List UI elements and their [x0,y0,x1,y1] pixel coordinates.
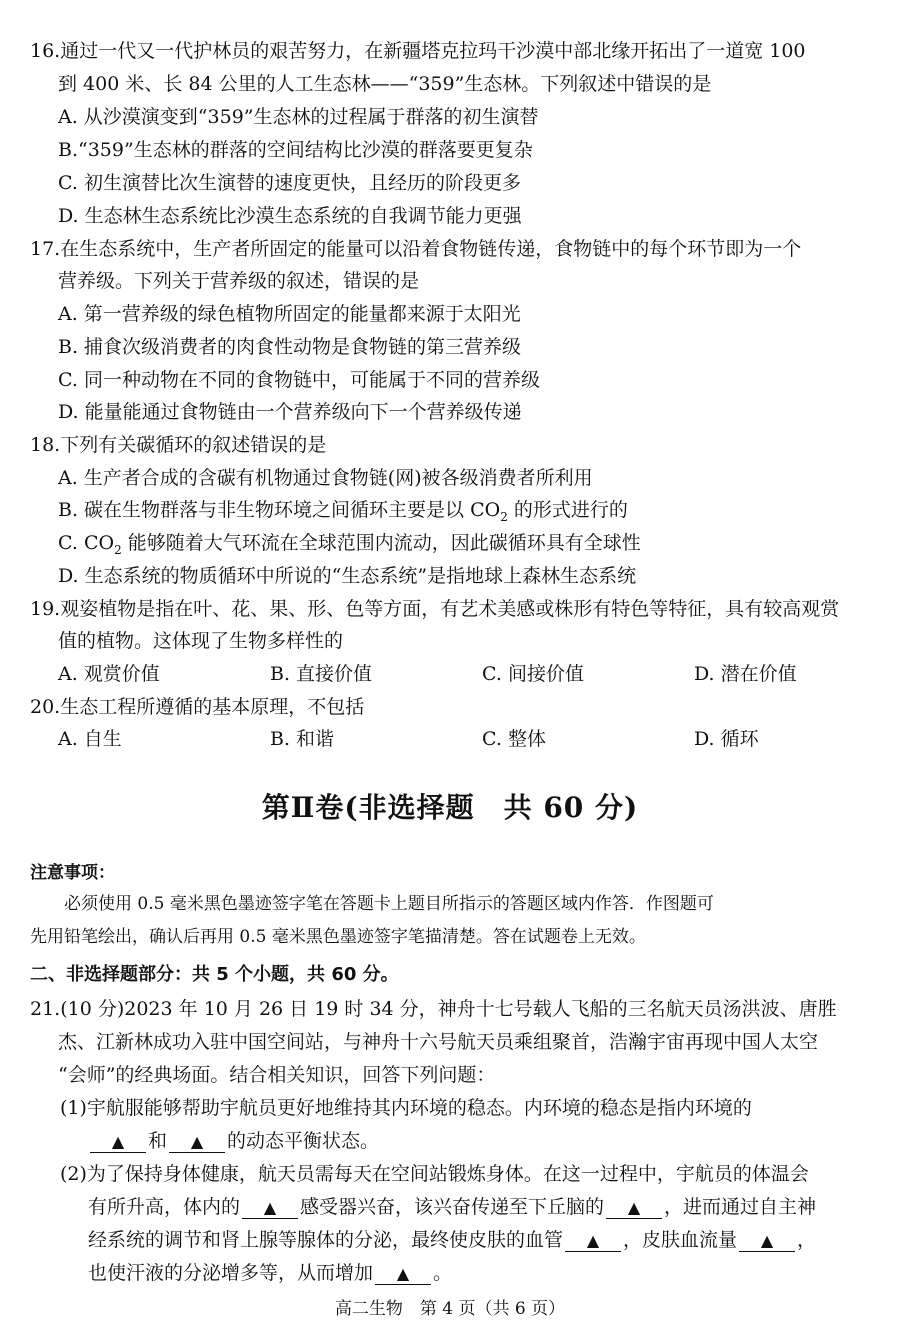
q17-stem-line1: 17.在生态系统中，生产者所固定的能量可以沿着食物链传递，食物链中的每个环节即为一个 [30,238,802,260]
q16-option-c: C. 初生演替比次生演替的速度更快，且经历的阶段更多 [58,172,521,194]
q19-option-d: D. 潜在价值 [694,663,797,685]
q21-stem-line1: 21.(10 分)2023 年 10 月 26 日 19 时 34 分，神舟十七号载人飞船的三名航天员汤洪波、唐胜 [30,998,837,1020]
q16-option-a: A. 从沙漠演变到“359”生态林的过程属于群落的初生演替 [58,106,539,128]
answer-blank[interactable] [606,1197,662,1219]
part2-heading: 二、非选择题部分：共 5 个小题，共 60 分。 [30,964,399,985]
q21-part2-l3a: 经系统的调节和肾上腺等腺体的分泌，最终使皮肤的血管 [88,1229,564,1251]
notice-line1: 必须使用 0.5 毫米黑色墨迹签字笔在答题卡上题目所指示的答题区域内作答．作图题可 [64,894,714,914]
q21-part2-l4b: 。 [433,1262,453,1284]
q18-option-a: A. 生产者合成的含碳有机物通过食物链(网)被各级消费者所利用 [58,467,593,489]
q21-part2-l3c: ， [797,1229,817,1251]
page-footer: 高二生物 第 4 页（共 6 页） [334,1299,566,1319]
notice-heading: 注意事项： [30,863,115,883]
q21-part1-line1: (1)宇航服能够帮助宇航员更好地维持其内环境的稳态。内环境的稳态是指内环境的 [60,1097,752,1119]
q19-stem-line2: 值的植物。这体现了生物多样性的 [58,630,344,652]
q19-option-a: A. 观赏价值 [58,663,160,685]
triangle-mark-icon: ▲ [111,1132,125,1151]
q19-stem-line1: 19.观姿植物是指在叶、花、果、形、色等方面，有艺术美感或株形有特色等特征，具有较高观赏 [30,598,840,620]
q21-part1-end: 的动态平衡状态。 [227,1130,380,1152]
q20-option-a: A. 自生 [58,728,122,750]
q21-stem-line3: “会师”的经典场面。结合相关知识，回答下列问题： [58,1064,496,1086]
q19-option-c: C. 间接价值 [482,663,584,685]
q17-option-d: D. 能量能通过食物链由一个营养级向下一个营养级传递 [58,401,522,423]
q19-option-b: B. 直接价值 [270,663,373,685]
answer-blank[interactable] [375,1263,431,1285]
answer-blank[interactable] [90,1131,146,1153]
q18-option-b-sub: 2 [500,509,508,524]
q18-option-b-pre: B. 碳在生物群落与非生物环境之间循环主要是以 CO [58,499,501,521]
q16-option-d: D. 生态林生态系统比沙漠生态系统的自我调节能力更强 [58,205,522,227]
q21-part2-line4 [88,1260,452,1286]
q16-stem-line1: 16.通过一代又一代护林员的艰苦努力，在新疆塔克拉玛干沙漠中部北缘开拓出了一道宽 100 [30,40,806,62]
q17-option-c: C. 同一种动物在不同的食物链中，可能属于不同的营养级 [58,369,540,391]
q21-part2-l4a: 也使汗液的分泌增多等，从而增加 [88,1262,374,1284]
q21-part2-l2b: 感受器兴奋，该兴奋传递至下丘脑的 [300,1196,605,1218]
q18-option-c [58,530,641,563]
q21-part2-l2c: ，进而通过自主神 [664,1196,817,1218]
q21-part2-l2a: 有所升高，体内的 [88,1196,241,1218]
q21-part1-line2 [88,1128,379,1154]
q21-part2-line3 [88,1227,816,1253]
answer-blank[interactable] [242,1197,298,1219]
triangle-mark-icon: ▲ [586,1231,600,1250]
answer-blank[interactable] [565,1230,621,1252]
q20-options [0,726,900,752]
q18-option-b [58,497,628,530]
triangle-mark-icon: ▲ [627,1198,641,1217]
q21-part2-line1: (2)为了保持身体健康，航天员需每天在空间站锻炼身体。在这一过程中，宇航员的体温会 [60,1163,809,1185]
q20-option-b: B. 和谐 [270,728,335,750]
triangle-mark-icon: ▲ [760,1231,774,1250]
q18-option-d: D. 生态系统的物质循环中所说的“生态系统”是指地球上森林生态系统 [58,565,637,587]
section-title: 第Ⅱ卷(非选择题 共 60 分) [261,791,639,824]
triangle-mark-icon: ▲ [263,1198,277,1217]
q21-part2-line2 [88,1194,816,1220]
notice-line2: 先用铅笔绘出，确认后再用 0.5 毫米黑色墨迹签字笔描清楚。答在试题卷上无效。 [30,927,646,947]
q19-options [0,661,900,687]
q21-part2-l3b: ，皮肤血流量 [623,1229,738,1251]
q17-stem-line2: 营养级。下列关于营养级的叙述，错误的是 [58,270,420,292]
answer-blank[interactable] [169,1131,225,1153]
q18-option-c-sub: 2 [114,542,122,557]
triangle-mark-icon: ▲ [396,1264,410,1283]
q16-stem-line2: 到 400 米、长 84 公里的人工生态林——“359”生态林。下列叙述中错误的是 [58,73,712,95]
triangle-mark-icon: ▲ [190,1132,204,1151]
q21-part1-and: 和 [148,1130,168,1152]
q18-option-c-pre: C. CO [58,532,115,554]
q18-option-c-post: 能够随着大气环流在全球范围内流动，因此碳循环具有全球性 [121,532,641,554]
q20-stem: 20.生态工程所遵循的基本原理，不包括 [30,696,365,718]
answer-blank[interactable] [739,1230,795,1252]
q20-option-d: D. 循环 [694,728,759,750]
q18-option-b-post: 的形式进行的 [507,499,628,521]
q20-option-c: C. 整体 [482,728,546,750]
q21-stem-line2: 杰、江新林成功入驻中国空间站，与神舟十六号航天员乘组聚首，浩瀚宇宙再现中国人太空 [58,1031,819,1053]
q18-stem: 18.下列有关碳循环的叙述错误的是 [30,434,327,456]
q17-option-a: A. 第一营养级的绿色植物所固定的能量都来源于太阳光 [58,303,521,325]
q17-option-b: B. 捕食次级消费者的肉食性动物是食物链的第三营养级 [58,336,522,358]
q16-option-b: B.“359”生态林的群落的空间结构比沙漠的群落要更复杂 [58,139,533,161]
